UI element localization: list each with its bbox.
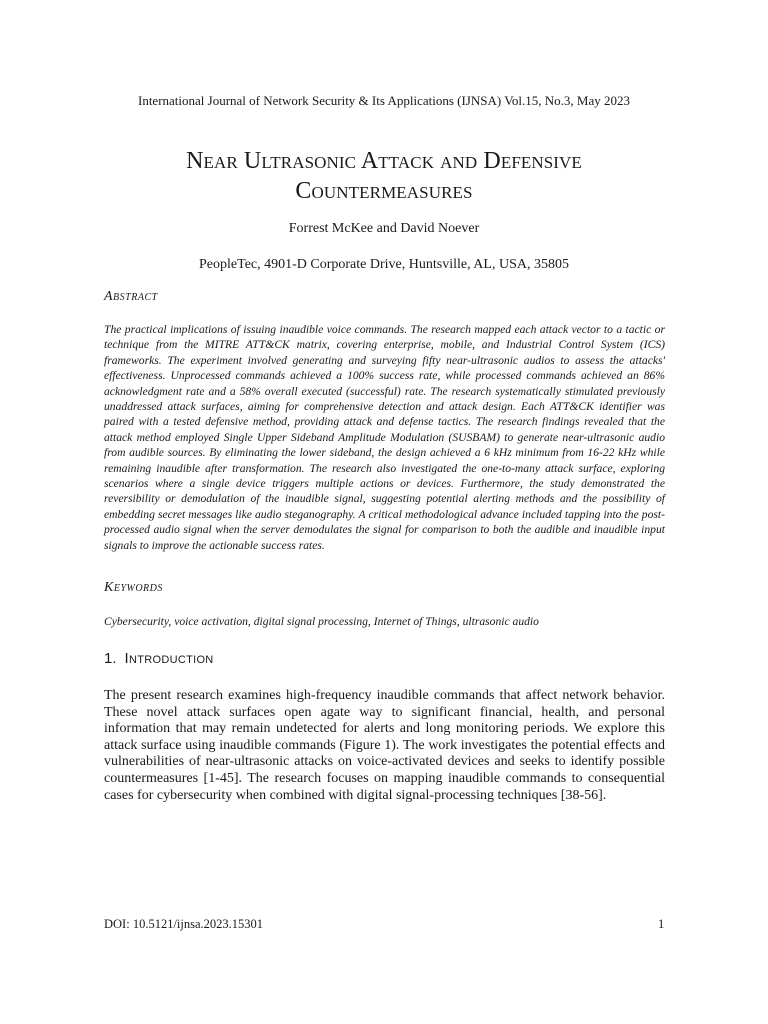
abstract-text: The practical implications of issuing inaudible voice commands. The research mapped each attack vector to a tactic or technique from the MITRE ATT&CK matrix, covering enterprise, mobile, and Industrial Control System (ICS) frameworks. The experiment involved generating and surveying fifty near-ultrasonic audios to assess the attacks' effectiveness. Unprocessed commands achieved a 100% success rate, while processed commands achieved an 86% acknowledgment rate and a 58% overall executed (successful) rate. The research systematically stimulated previously unaddressed attack surfaces, aiming for comprehensive detection and attack design. Each ATT&CK identifier was paired with a tested defensive method, providing attack and defense tactics. The research findings revealed that the attack method employed Single Upper Sideband Amplitude Modulation (SUSBAM) to generate near-ultrasonic audio from audible sources. By eliminating the lower sideband, the design achieved a 6 kHz minimum from 16-22 kHz while remaining inaudible after transformation. The research also investigated the one-to-many attack surface, exploring scenarios where a single device triggers multiple actions or devices. Furthermore, the study demonstrated the reversibility or demodulation of the inaudible signal, suggesting potential alerting methods and the possibility of embedding secret messages like audio steganography. A critical methodological advance included tapping into the post-processed audio signal when the server demodulates the signal for comparison to both the audible and inaudible input signals to improve the actionable success rates.: [104, 323, 665, 552]
affiliation: PeopleTec, 4901-D Corporate Drive, Huntsville, AL, USA, 35805: [199, 257, 569, 272]
section-title: Introduction: [124, 650, 214, 667]
doi: DOI: 10.5121/ijnsa.2023.15301: [104, 917, 264, 931]
abstract-heading: Abstract: [104, 289, 158, 304]
paper-title-line-1: Near Ultrasonic Attack and Defensive: [186, 148, 582, 174]
keywords-heading: Keywords: [104, 580, 163, 595]
authors: Forrest McKee and David Noever: [288, 221, 480, 236]
paper-title-line-2: Countermeasures: [295, 178, 473, 204]
introduction-heading: [104, 650, 214, 667]
journal-header: International Journal of Network Security & Its Applications (IJNSA) Vol.15, No.3, May 2023: [137, 93, 630, 108]
page-number: 1: [658, 917, 665, 931]
keywords-text: Cybersecurity, voice activation, digital signal processing, Internet of Things, ultrasonic audio: [104, 615, 539, 628]
paper-title: [60, 146, 708, 206]
section-number: 1.: [104, 650, 117, 667]
introduction-text: The present research examines high-frequency inaudible commands that affect network behavior. These novel attack surfaces open agate way to significant financial, health, and personal information that may remain undetected for alerts and long monitoring periods. We explore this attack surface using inaudible commands (Figure 1). The work investigates the potential effects and vulnerabilities of near-ultrasonic attacks on voice-activated devices and seeks to identify possible countermeasures [1-45]. The research focuses on mapping inaudible commands to consequential cases for cybersecurity when combined with digital signal-processing techniques [38-56].: [104, 688, 665, 803]
